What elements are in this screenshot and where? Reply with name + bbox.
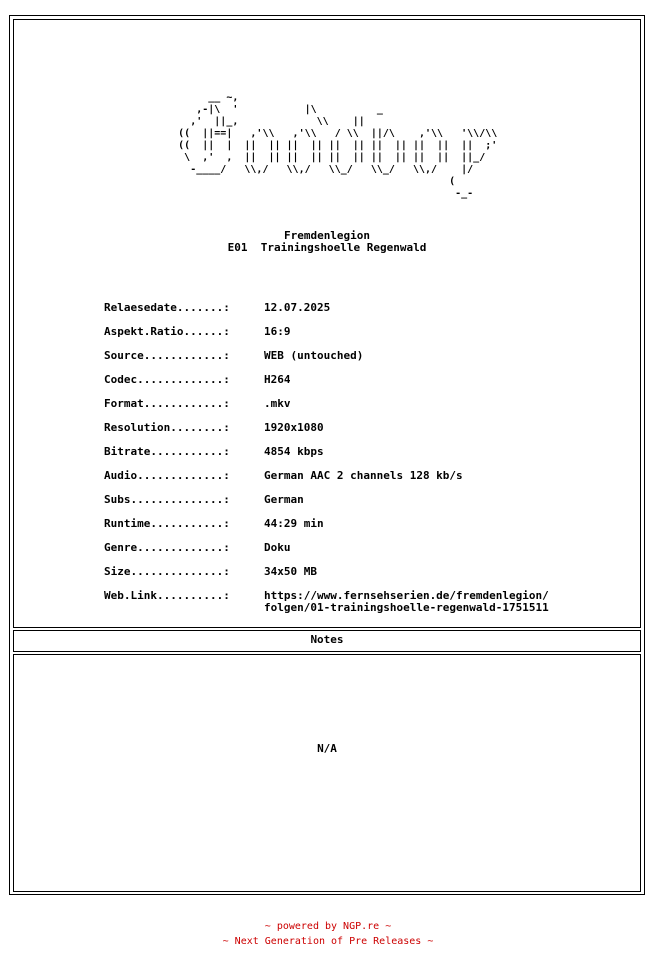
info-label: Runtime...........: [104,517,230,530]
info-value: German AAC 2 channels 128 kb/s [264,469,463,482]
info-value: 44:29 min [264,517,324,530]
footer-powered-by: ~ powered by NGP.re ~ [264,921,392,932]
info-row-releasedate [104,302,549,326]
notes-panel [13,654,641,892]
goodboy-ascii-logo: __ ~, ,-|\ ' |\ _ ,' ||_, \\ || (( ||==| ,'\\ ,'\\ / \\ ||/\ ,'\\ '\\/\\ (( || | || || || || || || || || || || || ;' \ ,' , || || || || || || || || || || ||_/ -____/ \\,/ \\,/ \\_/ \\_/ \\,/ |/ ( -_- [178,92,498,199]
nfo-frame [9,15,645,895]
info-label: Aspekt.Ratio......: [104,325,230,338]
info-value: 1920x1080 [264,421,324,434]
info-row-genre [104,542,549,566]
info-value: 16:9 [264,325,291,338]
info-row-runtime [104,518,549,542]
info-label: Bitrate...........: [104,445,230,458]
info-value: 12.07.2025 [264,301,331,314]
info-label: Web.Link..........: [104,589,230,602]
info-value: WEB (untouched) [264,349,364,362]
info-row-subs [104,494,549,518]
info-row-bitrate [104,446,549,470]
info-label: Codec.............: [104,373,230,386]
info-label: Format............: [104,397,230,410]
info-label: Source............: [104,349,230,362]
info-row-weblink [104,590,549,614]
info-value: 34x50 MB [264,565,317,578]
release-info-panel [13,19,641,628]
info-value: .mkv [264,397,291,410]
info-label: Size..............: [104,565,230,578]
info-value: German [264,493,304,506]
notes-header [13,630,641,652]
info-row-audio [104,470,549,494]
show-title: Fremdenlegion [283,229,371,242]
info-row-size [104,566,549,590]
info-row-codec [104,374,549,398]
notes-value: N/A [317,742,337,755]
info-row-aspect-ratio [104,326,549,350]
info-row-source [104,350,549,374]
footer-tagline: ~ Next Generation of Pre Releases ~ [222,936,434,947]
info-value: 4854 kbps [264,445,324,458]
notes-title: Notes [310,633,344,646]
info-label: Resolution........: [104,421,230,434]
info-label: Relaesedate.......: [104,301,230,314]
info-value: H264 [264,373,291,386]
info-label: Subs..............: [104,493,230,506]
info-row-resolution [104,422,549,446]
info-value [264,590,549,614]
info-value: Doku [264,541,291,554]
episode-title: E01 Trainingshoelle Regenwald [227,241,427,254]
info-label: Audio.............: [104,469,230,482]
info-row-format [104,398,549,422]
info-label: Genre.............: [104,541,230,554]
release-details-list [104,302,549,614]
web-link[interactable]: https://www.fernsehserien.de/fremdenlegion/ folgen/01-trainingshoelle-regenwald-1751511 [264,589,549,614]
